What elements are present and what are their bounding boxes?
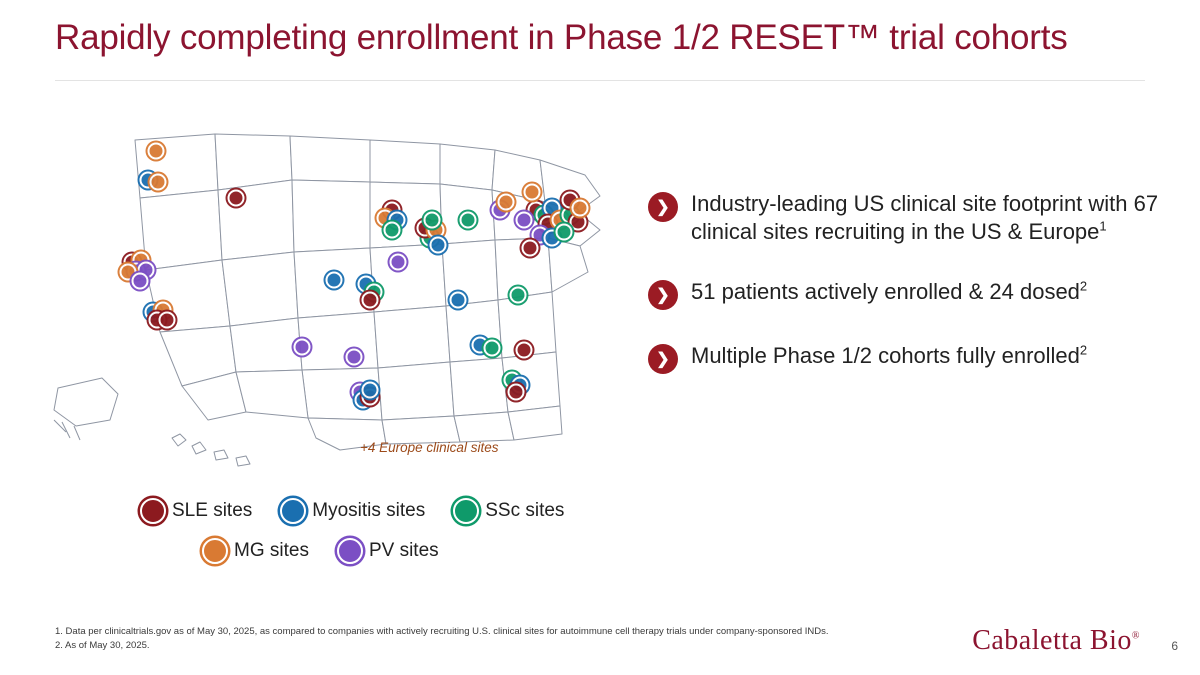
chevron-right-icon: ❯ (648, 280, 678, 310)
highlight-item-2 (648, 278, 1168, 310)
page-number: 6 (1171, 639, 1178, 653)
legend-label-sle: SLE sites (172, 500, 253, 521)
footnote-2: 2. As of May 30, 2025. (55, 640, 150, 652)
legend-item-mg (202, 538, 309, 564)
map-legend (140, 498, 610, 564)
highlight-text-3 (691, 342, 1087, 370)
highlight-sup-1: 1 (1099, 218, 1107, 234)
clinical-site-dots (40, 120, 640, 480)
site-dot (326, 272, 343, 289)
company-logo (972, 625, 1140, 657)
highlight-body-3: Multiple Phase 1/2 cohorts fully enrolled (691, 343, 1080, 369)
site-dot (294, 339, 311, 356)
site-dot (228, 190, 245, 207)
highlights-list (648, 190, 1168, 406)
site-dot (572, 200, 589, 217)
legend-item-pv (337, 538, 439, 564)
site-dot (390, 254, 407, 271)
site-dot (522, 240, 539, 257)
site-dot (362, 382, 379, 399)
pv-dot-icon (337, 538, 363, 564)
myositis-dot-icon (280, 498, 306, 524)
highlight-item-3 (648, 342, 1168, 374)
ssc-dot-icon (453, 498, 479, 524)
company-name: Cabaletta Bio (972, 625, 1132, 656)
highlight-sup-3: 2 (1079, 342, 1088, 358)
chevron-right-icon: ❯ (648, 344, 678, 374)
legend-label-ssc: SSc sites (485, 500, 565, 521)
us-map (40, 120, 640, 480)
site-dot (508, 384, 525, 401)
registered-mark: ® (1131, 630, 1140, 642)
site-dot (510, 287, 527, 304)
legend-row-1 (140, 498, 610, 524)
legend-label-mg: MG sites (234, 540, 309, 561)
site-dot (132, 273, 149, 290)
title-divider (55, 80, 1145, 81)
site-dot (524, 184, 541, 201)
site-dot (384, 222, 401, 239)
site-dot (148, 143, 165, 160)
legend-label-myositis: Myositis sites (312, 500, 426, 521)
site-dot (362, 292, 379, 309)
site-dot (450, 292, 467, 309)
site-dot (424, 212, 441, 229)
site-dot (498, 194, 515, 211)
legend-item-myositis (280, 498, 425, 524)
legend-label-pv: PV sites (368, 540, 439, 561)
sle-dot-icon (140, 498, 166, 524)
highlight-body-2: 51 patients actively enrolled & 24 dosed (691, 279, 1080, 305)
site-dot (516, 342, 533, 359)
site-dot (346, 349, 363, 366)
highlight-sup-2: 2 (1079, 278, 1088, 294)
page-title: Rapidly completing enrollment in Phase 1/2 RESET™ trial cohorts (55, 18, 1068, 57)
highlight-item-1 (648, 190, 1168, 246)
legend-row-2 (140, 538, 610, 564)
legend-item-sle (140, 498, 252, 524)
site-dot (430, 237, 447, 254)
highlight-body-1: Industry-leading US clinical site footprint with 67 clinical sites recruiting in the US & Europe (691, 191, 1159, 245)
highlight-text-2 (691, 278, 1087, 306)
mg-dot-icon (202, 538, 228, 564)
legend-item-ssc (453, 498, 564, 524)
site-dot (150, 174, 167, 191)
footnotes (55, 625, 829, 653)
site-dot (460, 212, 477, 229)
highlight-text-1 (691, 190, 1168, 246)
site-dot (516, 212, 533, 229)
site-dot (556, 224, 573, 241)
chevron-right-icon: ❯ (648, 192, 678, 222)
europe-sites-note: +4 Europe clinical sites (360, 440, 499, 455)
site-dot (484, 340, 501, 357)
footnote-1: 1. Data per clinicaltrials.gov as of May 30, 2025, as compared to companies with actively recruiting U.S. clinical sites for autoimmune cell therapy trials under company-sponsored INDs. (55, 626, 829, 638)
site-dot (159, 312, 176, 329)
